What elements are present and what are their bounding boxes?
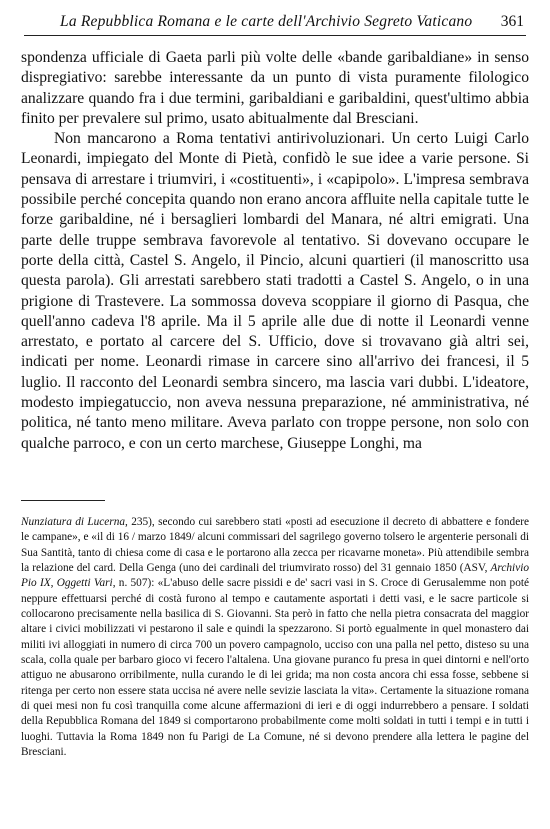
footnote-separator: [21, 500, 105, 501]
footnote-text-b: , n. 507): «L'abuso delle sacre pissidi e de' sacri vasi in S. Croce di Gerusalemme non poté neppure effettuarsi perché di costà furono al tempo e cautamente asportati i detti vasi, e le sacre particole si collocarono precisamente nella basilica di S. Giovanni. Sta però in fatto che nella pietra consacrata del maggior altare i civici mobilizzati vi pestarono il sale e quindi la spezzarono. Si portò egualmente in quel monastero dai militi ivi alloggiati in numero di circa 700 un povero campagnolo, ucciso con una palla nel petto, disteso su una scala, colla quale per barbaro gioco vi fecero l'altalena. Una giovane puranco fu presa in quei dintorni e nell'orto attiguo ne abusarono orribilmente, nulla curando le di lei grida; ma non costa ancora chi essa fosse, sebbene si ritenga per certo non essere stata uccisa né avere nelle sevizie lasciata la vita». Certamente la situazione romana di quei mesi non fu così tranquilla come alcune affermazioni di ieri e di oggi indurrebbero a pensare. I soldati della Repubblica Romana del 1849 si comportarono probabilmente come molti soldati in tutti i tempi e in tutti i luoghi. Tuttavia la Roma 1849 non fu Parigi de La Comune, né si devono prendere alla lettera le pagine del Bresciani.: [21, 577, 529, 759]
header-rule: [24, 35, 526, 36]
main-text: [21, 48, 529, 454]
footnote-archive-italic: Archivio Pio IX, Oggetti Vari: [21, 562, 529, 590]
footnote-text-a: , 235), secondo cui sarebbero stati «posti ad esecuzione il decreto di abbattere e fondere le campane», e «il di 16 / marzo 1849/ alcuni commissari del sagrilego governo tolsero le argenterie personali di Sua Santità, tanto di chiesa come di casa e le portarono alla zecca per ricavarne moneta». Più attendibile sembra la relazione del card. Della Genga (uno dei cardinali del triumvirato rosso) del 31 gennaio 1850 (ASV,: [21, 516, 529, 575]
running-header: [24, 10, 526, 36]
body-paragraph-1: spondenza ufficiale di Gaeta parli più volte delle «bande garibaldiane» in senso dispregiativo: sarebbe interessante da un punto di vista puramente filologico analizzare quando fra i due termini, garibaldiani e garibaldini, quest'ultimo abbia finito per prevalere sul primo, usato abitualmente dal Bresciani.: [21, 49, 529, 127]
page-number: 361: [500, 13, 524, 30]
footnote-source-italic: Nunziatura di Lucerna: [21, 516, 126, 528]
body-paragraph-2: Non mancarono a Roma tentativi antirivoluzionari. Un certo Luigi Carlo Leonardi, impiegato del Monte di Pietà, confidò le sue idee a varie persone. Si pensava di arrestare i triumviri, i «costituenti», i «capipolo». L'impresa sembrava possibile perché concepita quando non erano ancora affluite nella capitale tutte le forze garibaldine, né i bersaglieri lombardi del Manara, né altri emigrati. Una parte delle truppe sembrava favorevole al tentativo. Si dovevano occupare le porte della città, Castel S. Angelo, il Pincio, alcuni quartieri (il manoscritto usa questa parola). Gli arrestati sarebbero stati tradotti a Castel S. Angelo, o in una prigione di Trastevere. La sommossa doveva scoppiare il giorno di Pasqua, che quell'anno cadeva l'8 aprile. Ma il 5 aprile alle due di notte il Leonardi venne arrestato, e portato al carcere del S. Ufficio, dove si trovavano già altri sei, indicati per nome. Leonardi rimase in carcere sino all'arrivo dei francesi, il 5 luglio. Il racconto del Leonardi sembra sincero, ma lascia vari dubbi. L'ideatore, modesto impiegatuccio, non aveva nessuna preparazione, né amministrativa, né politica, né tanto meno militare. Aveva parlato con troppe persone, non solo con qualche parroco, e con un certo marchese, Giuseppe Longhi, ma: [21, 130, 529, 452]
footnote-paragraph: [21, 515, 529, 761]
running-title: La Repubblica Romana e le carte dell'Archivio Segreto Vaticano: [60, 13, 473, 30]
footnote-block: [21, 515, 529, 761]
